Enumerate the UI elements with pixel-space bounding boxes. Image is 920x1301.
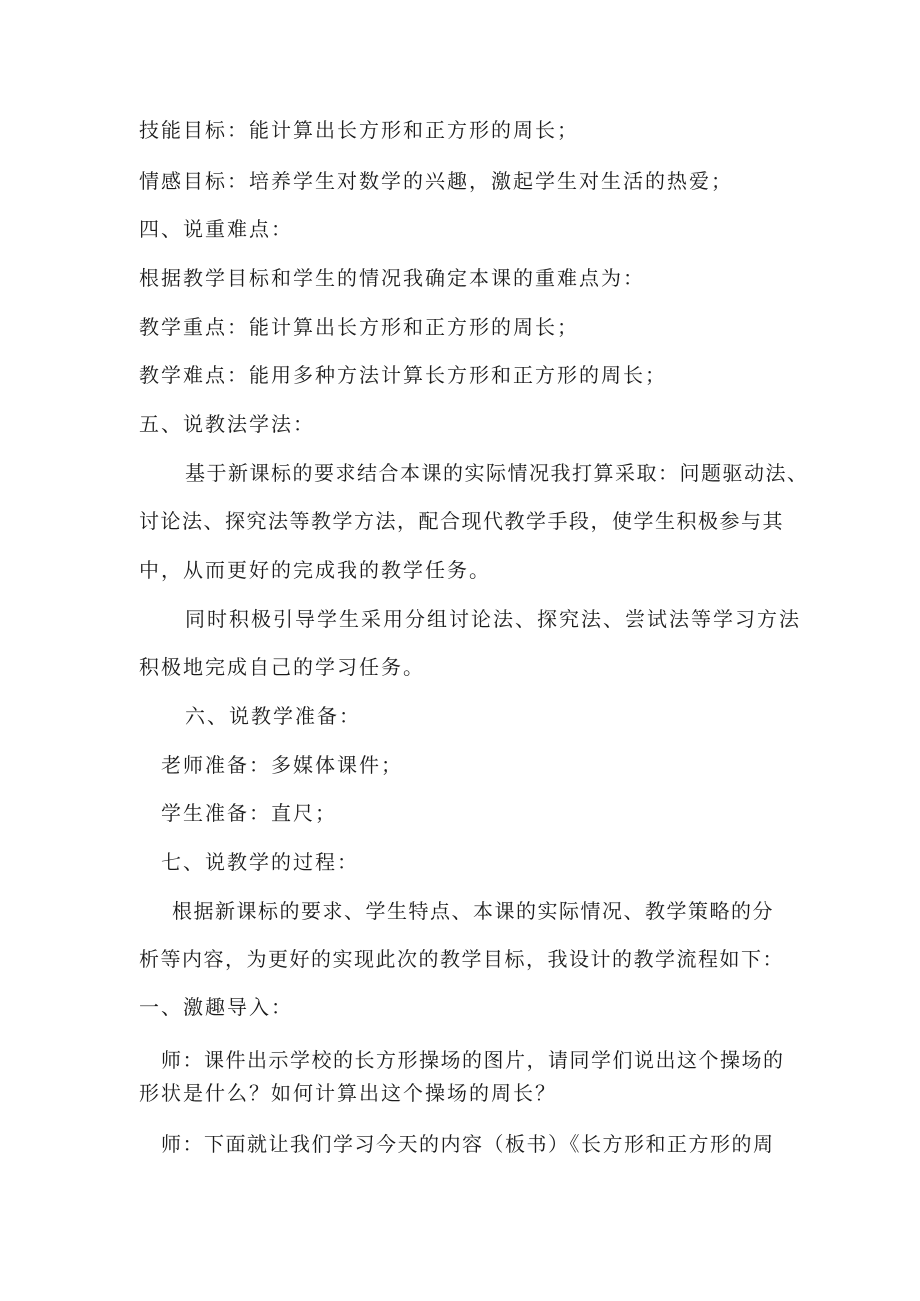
methods-paragraph-line-3: 中，从而更好的完成我的教学任务。 bbox=[139, 558, 491, 582]
teacher-dialogue-line-2: 形状是什么？如何计算出这个操场的周长？ bbox=[139, 1081, 557, 1105]
section-5-heading: 五、说教法学法： bbox=[139, 412, 315, 436]
methods-paragraph-line-1: 基于新课标的要求结合本课的实际情况我打算采取：问题驱动法、 bbox=[185, 461, 809, 485]
section-4-heading: 四、说重难点： bbox=[139, 217, 293, 241]
section-6-heading: 六、说教学准备： bbox=[185, 704, 361, 728]
methods-paragraph-line-2: 讨论法、探究法等教学方法，配合现代教学手段，使学生积极参与其 bbox=[139, 509, 784, 533]
teacher-dialogue-line-1: 师：课件出示学校的长方形操场的图片，请同学们说出这个操场的 bbox=[161, 1048, 785, 1072]
teacher-prep-line: 老师准备：多媒体课件； bbox=[161, 753, 403, 777]
student-prep-line: 学生准备：直尺； bbox=[161, 801, 337, 825]
process-paragraph-line-2: 析等内容，为更好的实现此次的教学目标，我设计的教学流程如下： bbox=[139, 947, 784, 971]
learning-methods-line-2: 积极地完成自己的学习任务。 bbox=[139, 655, 425, 679]
teaching-difficulty-line: 教学难点：能用多种方法计算长方形和正方形的周长； bbox=[139, 363, 667, 387]
teaching-focus-line: 教学重点：能计算出长方形和正方形的周长； bbox=[139, 315, 579, 339]
section-7-heading: 七、说教学的过程： bbox=[161, 850, 359, 874]
teacher-dialogue-line-3: 师：下面就让我们学习今天的内容（板书）《长方形和正方形的周 bbox=[161, 1132, 775, 1156]
process-paragraph-line-1: 根据新课标的要求、学生特点、本课的实际情况、教学策略的分 bbox=[172, 899, 774, 923]
skill-goal-line: 技能目标：能计算出长方形和正方形的周长； bbox=[139, 118, 579, 142]
section-1-heading: 一、激趣导入： bbox=[139, 995, 293, 1019]
key-points-intro-line: 根据教学目标和学生的情况我确定本课的重难点为： bbox=[139, 266, 645, 290]
learning-methods-line-1: 同时积极引导学生采用分组讨论法、探究法、尝试法等学习方法 bbox=[185, 607, 801, 631]
emotion-goal-line: 情感目标：培养学生对数学的兴趣，激起学生对生活的热爱； bbox=[139, 169, 733, 193]
